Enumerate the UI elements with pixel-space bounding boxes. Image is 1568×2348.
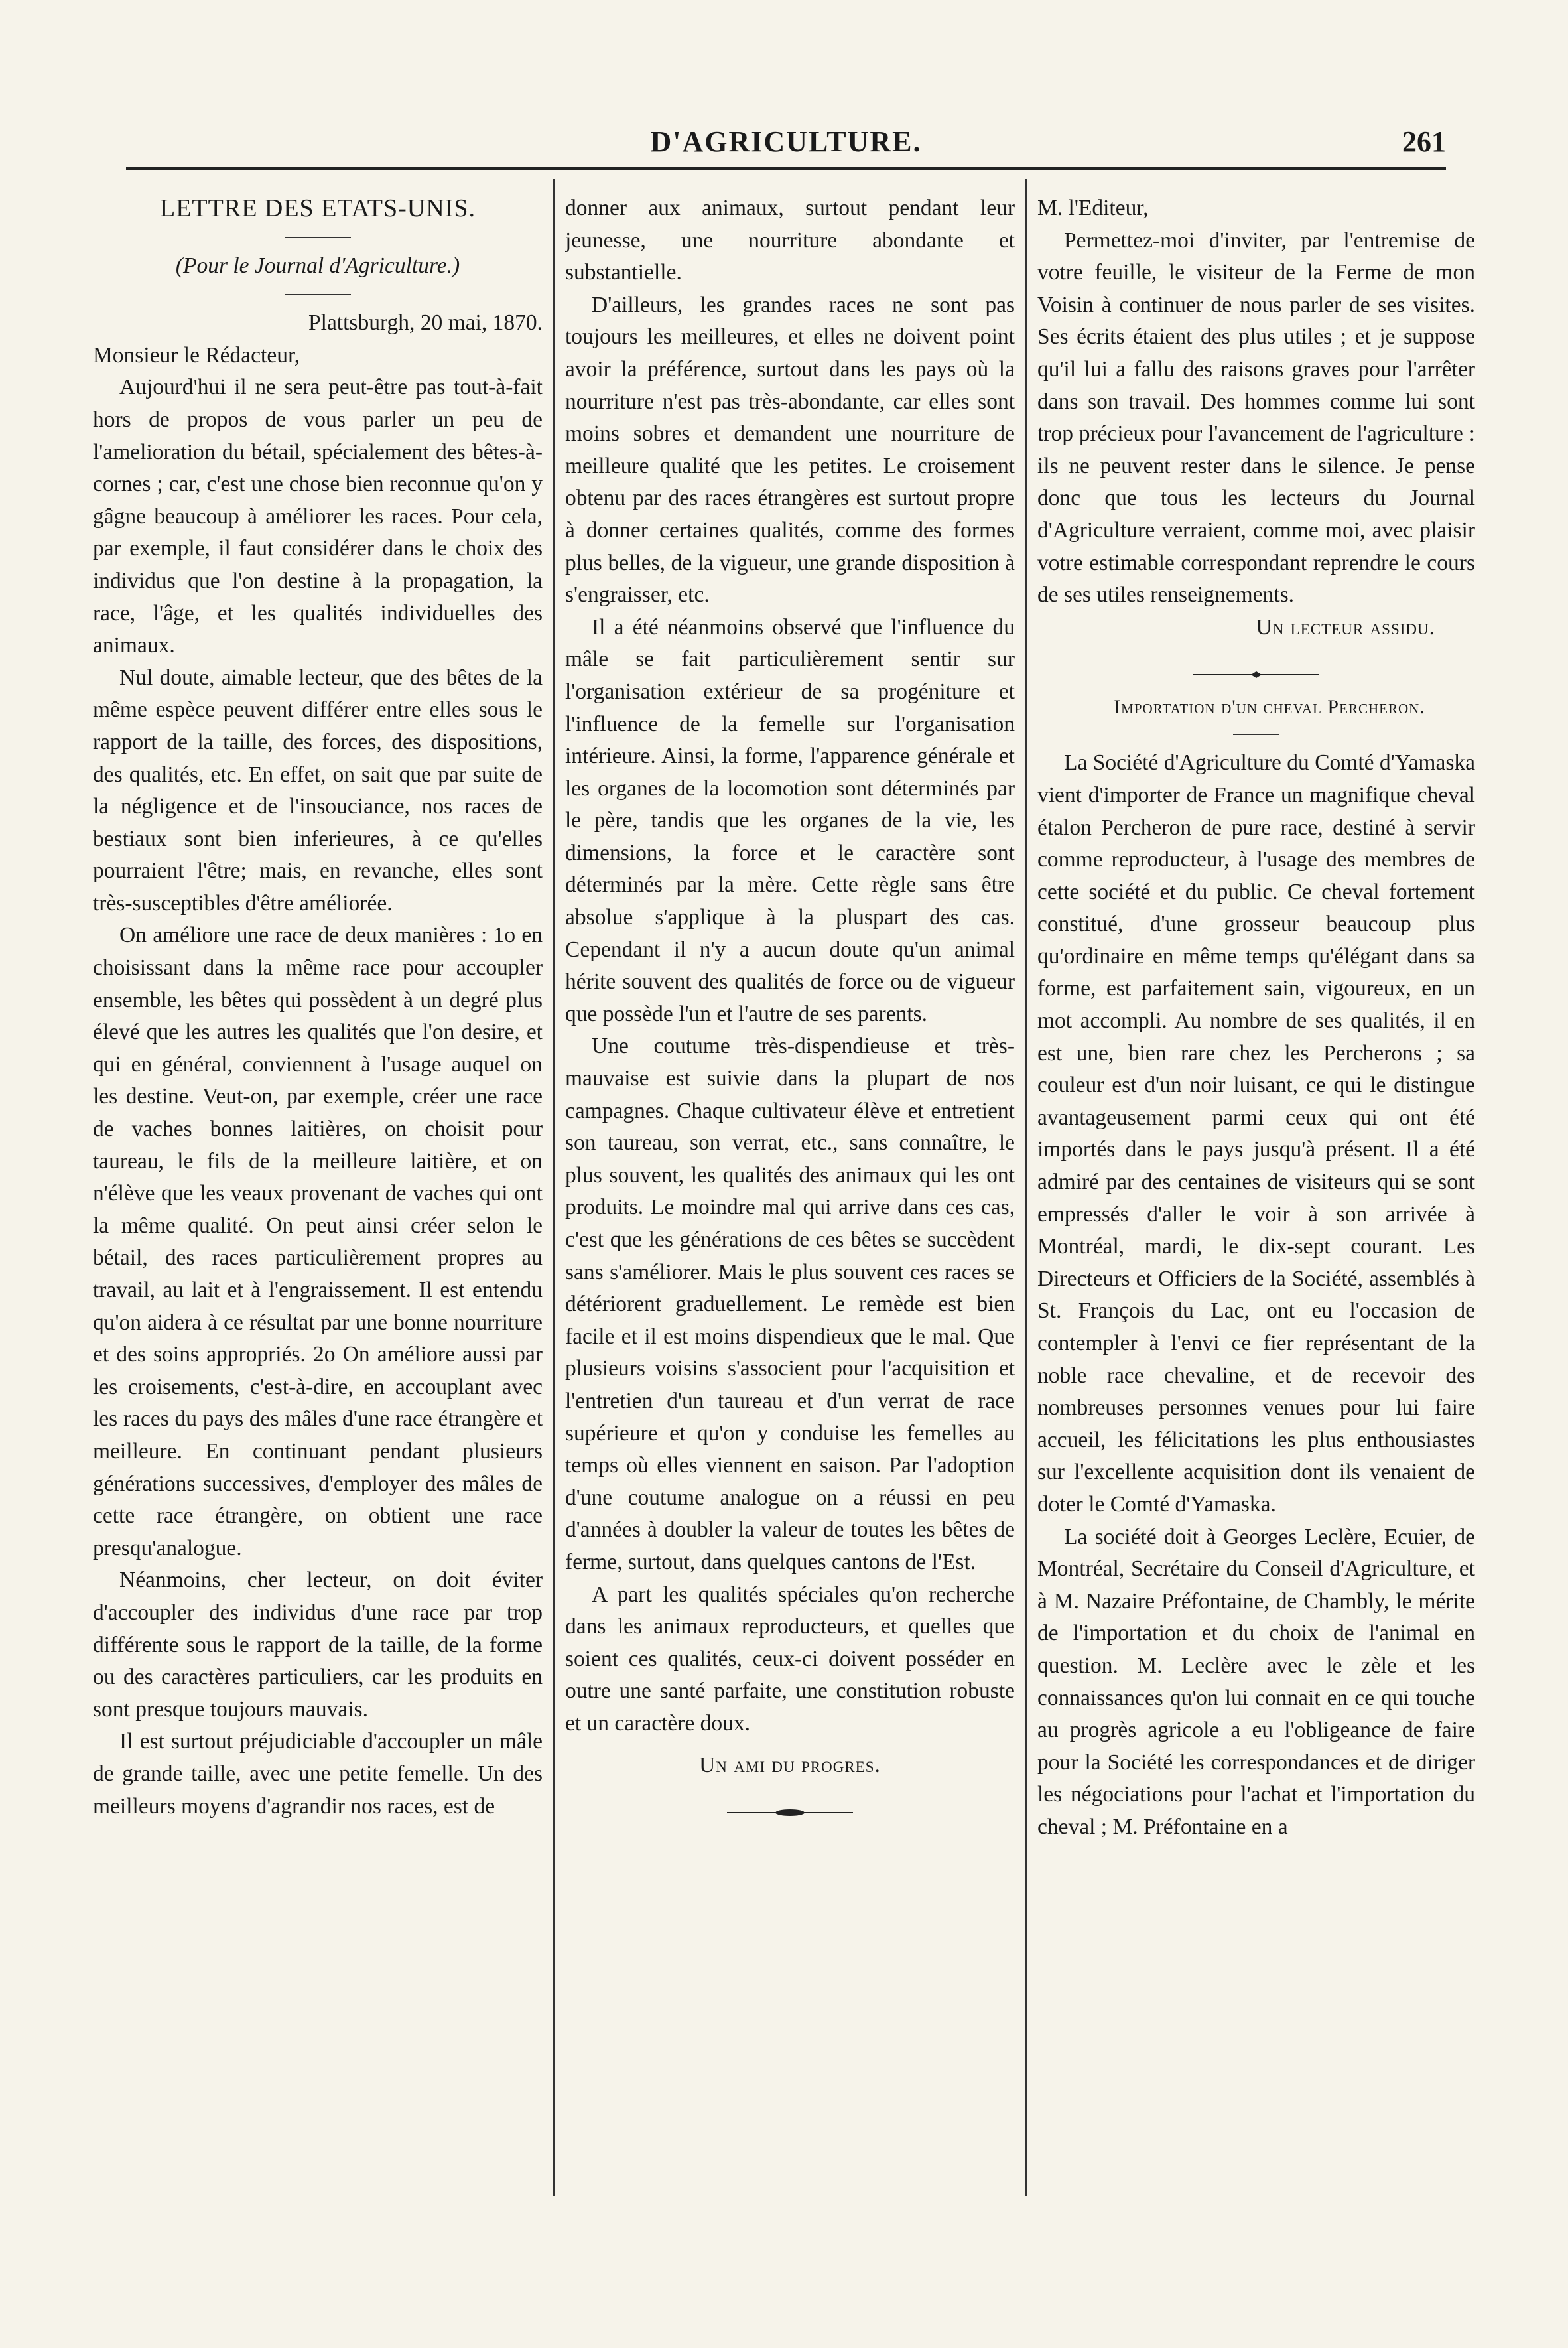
signature: Un lecteur assidu. bbox=[1256, 614, 1435, 640]
short-rule bbox=[1233, 734, 1279, 735]
signature: Un ami du progres. bbox=[699, 1752, 881, 1777]
paragraph: donner aux animaux, surtout pendant leur jeunesse, une nourriture abondante et substantielle. bbox=[565, 196, 1015, 285]
paragraph: D'ailleurs, les grandes races ne sont pas toujours les meilleures, et elles ne doivent point avoir la préférence, surtout dans les pays où la nourriture n'est pas très-abondante, car elles sont moins sobres et demandent une nourriture de meilleure qualité que les petites. Le croisement obtenu par des races étrangères est surtout propre à donner certaines qualités, comme des formes plus belles, de la vigueur, une grande disposition à s'engraisser, etc. bbox=[565, 292, 1015, 608]
paragraph: On améliore une race de deux manières : 1o en choisissant dans la même race pour accoupler ensemble, les bêtes qui possèdent à un degré plus élevé que les autres les qualités que l'on desire, et qui en général, conviennent à l'usage auquel on les destine. Veut-on, par exemple, créer une race de vaches bonnes laitières, on choisit pour taureau, le fils de la meilleure laitière, et on n'élève que les veaux provenant de vaches qui ont la même qualité. On peut ainsi créer selon le bétail, des races particulièrement propres au travail, au lait et à l'engraissement. Il est entendu qu'on aidera à ce résultat par une bonne nourriture et des soins appropriés. 2o On améliore aussi par les croisements, c'est-à-dire, en accouplant avec les races du pays des mâles d'une race étrangère et meilleure. En continuant pendant plusieurs générations successives, d'employer des mâles de cette race étrangère, on obtient une race presqu'analogue. bbox=[93, 923, 543, 1560]
column-3 bbox=[1037, 192, 1475, 2183]
page-header bbox=[126, 125, 1446, 165]
article-subtitle: (Pour le Journal d'Agriculture.) bbox=[175, 253, 460, 278]
paragraph: Aujourd'hui il ne sera peut-être pas tout-à-fait hors de propos de vous parler un peu de l'amelioration du bétail, spécialement des bêtes-à-cornes ; car, c'est une chose bien reconnue qu'on y gâgne beaucoup à améliorer les races. Pour cela, par exemple, il faut considérer dans le choix des individus que l'on destine à la propagation, la race, l'âge, et les qualités individuelles des animaux. bbox=[93, 375, 543, 658]
short-rule bbox=[285, 237, 351, 238]
column-divider bbox=[553, 179, 555, 2196]
paragraph: La société doit à Georges Leclère, Ecuier, de Montréal, Secrétaire du Conseil d'Agriculture, et à M. Nazaire Préfontaine, de Chambly, le mérite de l'importation et du choix de l'animal en question. M. Leclère avec le zèle et les connaissances qu'on lui connait en ce qui touche au progrès agricole a eu l'obligeance de faire pour la Société les correspondances et de diriger les négociations pour l'achat et l'importation du cheval ; M. Préfontaine en a bbox=[1037, 1524, 1475, 1839]
column-2 bbox=[565, 192, 1015, 2183]
article-heading: LETTRE DES ETATS-UNIS. bbox=[160, 194, 476, 222]
ornament-rule bbox=[1190, 670, 1323, 679]
paragraph: Nul doute, aimable lecteur, que des bêtes de la même espèce peuvent différer entre elles sous le rapport de la taille, des forces, des dispositions, des qualités, etc. En effet, on sait que par suite de la négligence et de l'insouciance, nos races de bestiaux sont bien inferieures, à ce qu'elles pourraient l'être; mais, en revanche, elles sont très-susceptibles d'être améliorée. bbox=[93, 665, 543, 916]
short-rule bbox=[285, 294, 351, 295]
section-title: Importation d'un cheval Percheron. bbox=[1114, 696, 1425, 719]
page-number: 261 bbox=[1402, 125, 1446, 158]
running-title: D'AGRICULTURE. bbox=[650, 125, 922, 158]
salutation: Monsieur le Rédacteur, bbox=[93, 342, 300, 368]
paragraph: Une coutume très-dispendieuse et très-mauvaise est suivie dans la plupart de nos campagnes. Chaque cultivateur élève et entretient son taureau, son verrat, etc., sans connaître, le plus souvent, les qualités des animaux qui les ont produits. Le moindre mal qui arrive dans ces cas, c'est que les générations de ces bêtes se succèdent sans s'améliorer. Mais le plus souvent ces races se détériorent graduellement. Le remède est bien facile et il est moins dispendieux que le mal. Que plusieurs voisins s'associent pour l'acquisition et l'entretien d'un taureau et d'un verrat de race supérieure et qu'on y conduise les femelles au temps où elles viennent en saison. Par l'adoption d'une coutume analogue on a réussi en peu d'années à doubler la valeur de toutes les bêtes de ferme, surtout, dans quelques cantons de l'Est. bbox=[565, 1034, 1015, 1574]
ornament-rule bbox=[724, 1808, 856, 1817]
paragraph: Il a été néanmoins observé que l'influence du mâle se fait particulièrement sentir sur l'organisation extérieur de sa progéniture et l'influence de la femelle sur l'organisation intérieure. Ainsi, la forme, l'apparence générale et les organes de la locomotion sont déterminés par le père, tandis que les organes de la vie, les dimensions, la force et le caractère sont déterminés par la mère. Cette règle sans être absolue s'applique à la pluspart des cas. Cependant il n'y a aucun doute qu'un animal hérite souvent des qualités de force ou de vigueur que possède l'un et l'autre de ses parents. bbox=[565, 614, 1015, 1026]
paragraph: A part les qualités spéciales qu'on recherche dans les animaux reproducteurs, et quelles que soient ces qualités, ceux-ci doivent posséder en outre une santé parfaite, une constitution robuste et un caractère doux. bbox=[565, 1582, 1015, 1736]
header-rule bbox=[126, 167, 1446, 170]
column-divider bbox=[1025, 179, 1027, 2196]
column-1 bbox=[93, 192, 543, 2183]
dateline: Plattsburgh, 20 mai, 1870. bbox=[308, 311, 543, 336]
salutation: M. l'Editeur, bbox=[1037, 196, 1149, 220]
paragraph: Néanmoins, cher lecteur, on doit éviter d'accoupler des individus d'une race par trop différente sous le rapport de la taille, de la forme ou des caractères particuliers, car les produits en sont presque toujours mauvais. bbox=[93, 1568, 543, 1722]
paragraph: Il est surtout préjudiciable d'accoupler un mâle de grande taille, avec une petite femelle. Un des meilleurs moyens d'agrandir nos races, est de bbox=[93, 1729, 543, 1819]
paragraph: La Société d'Agriculture du Comté d'Yamaska vient d'importer de France un magnifique cheval étalon Percheron de pure race, destiné à servir comme reproducteur, à l'usage des membres de cette société et du public. Ce cheval fortement constitué, d'une grosseur beaucoup plus qu'ordinaire en même temps qu'élégant dans sa forme, est parfaitement sain, vigoureux, en un mot accompli. Au nombre de ses qualités, il en est une, bien rare chez les Percherons ; sa couleur est d'un noir luisant, ce qui le distingue avantageusement parmi ceux qui ont été importés dans le pays jusqu'à présent. Il a été admiré par des centaines de visiteurs qui se sont empressés d'aller le voir à son arrivée à Montréal, mardi, le dix-sept courant. Les Directeurs et Officiers de la Société, assemblés à St. François du Lac, ont eu l'occasion de contempler à l'envi ce fier représentant de la noble race chevaline, et de recevoir des nombreuses personnes venues pour lui faire accueil, les félicitations les plus enthousiastes sur l'excellente acquisition dont ils venaient de doter le Comté d'Yamaska. bbox=[1037, 750, 1475, 1517]
paragraph: Permettez-moi d'inviter, par l'entremise de votre feuille, le visiteur de la Ferme de mon Voisin à continuer de nous parler de ses visites. Ses écrits étaient des plus utiles ; et je suppose qu'il lui a fallu des raisons graves pour l'arrêter dans son travail. Des hommes comme lui sont trop précieux pour l'avancement de l'agriculture : ils ne peuvent rester dans le silence. Je pense donc que tous les lecteurs du Journal d'Agriculture verraient, comme moi, avec plaisir votre estimable correspondant reprendre le cours de ses utiles renseignements. bbox=[1037, 228, 1475, 608]
